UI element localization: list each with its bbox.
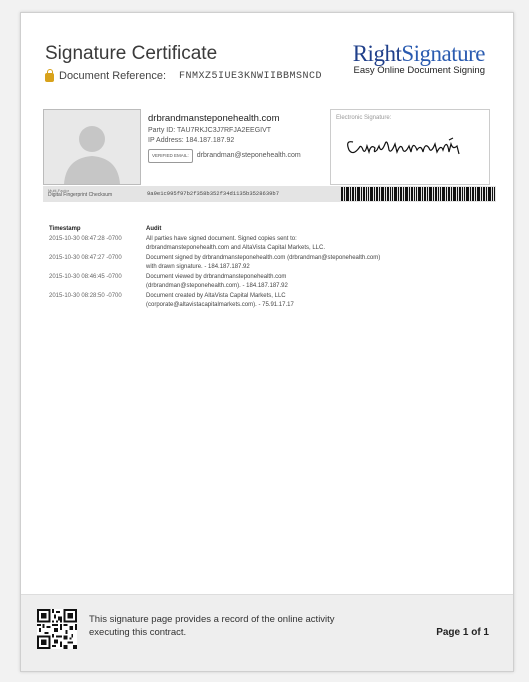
audit-line: with drawn signature. - 184.187.187.92	[146, 263, 250, 270]
qr-code-icon	[37, 609, 77, 649]
brand-name-part2: Signature	[401, 41, 485, 66]
brand-tagline: Easy Online Document Signing	[353, 65, 485, 76]
page-footer	[21, 594, 513, 671]
signer-name: drbrandmansteponehealth.com	[148, 113, 280, 124]
audit-detail	[146, 254, 446, 271]
audit-line: (corporate@altavistacapitalmarkets.com). - 75.91.17.17	[146, 301, 294, 308]
audit-timestamp: 2015-10-30 08:47:28 -0700	[49, 236, 122, 242]
avatar-silhouette-icon	[44, 110, 140, 184]
brand-name-part1: Right	[352, 41, 402, 66]
audit-row	[49, 235, 446, 252]
handwritten-signature	[343, 134, 478, 164]
fingerprint-label	[48, 188, 112, 198]
brand-logo	[353, 41, 485, 76]
document-reference	[45, 70, 322, 82]
certificate-page	[20, 12, 514, 672]
audit-line: Document viewed by drbrandmansteponehealth.com	[146, 274, 287, 280]
audit-trail	[49, 226, 446, 311]
audit-row	[49, 273, 446, 290]
signature-label: Electronic Signature:	[336, 115, 392, 121]
signer-info	[148, 114, 301, 163]
doc-ref-label: Document Reference:	[59, 70, 166, 82]
audit-column-header: Audit	[146, 226, 162, 232]
audit-timestamp: 2015-10-30 08:47:27 -0700	[49, 255, 122, 261]
audit-row	[49, 292, 446, 309]
barcode-icon	[341, 187, 495, 201]
audit-line: All parties have signed document. Signed copies sent to:	[146, 236, 297, 242]
verified-email-badge: VERIFIED EMAIL:	[148, 149, 193, 163]
signature-box	[330, 109, 490, 185]
fingerprint-label-main: Digital Fingerprint Checksum	[48, 192, 113, 198]
page-number: Page 1 of 1	[436, 627, 489, 638]
page-title: Signature Certificate	[45, 43, 218, 64]
audit-detail	[146, 273, 446, 290]
audit-timestamp: 2015-10-30 08:28:50 -0700	[49, 293, 122, 299]
audit-timestamp: 2015-10-30 08:46:45 -0700	[49, 274, 122, 280]
verified-email: drbrandman@steponehealth.com	[196, 152, 301, 159]
audit-row	[49, 254, 446, 271]
timestamp-header: Timestamp	[49, 226, 81, 232]
audit-header	[49, 226, 446, 232]
audit-detail	[146, 292, 446, 309]
verified-email-row	[148, 149, 301, 163]
audit-line: drbrandmansteponehealth.com and AltaVista Capital Markets, LLC.	[146, 244, 325, 251]
fingerprint-hash: 9a9e1c995f97b2f358b352f34d1135b3528639b7	[147, 190, 280, 197]
audit-line: Document signed by drbrandmansteponehealth.com (drbrandman@steponehealth.com)	[146, 255, 381, 261]
ip-address: IP Address: 184.187.187.92	[148, 137, 235, 144]
audit-detail	[146, 235, 446, 252]
doc-ref-value: FNMXZ5IUE3KNWIIBBMSNCD	[179, 70, 323, 82]
signer-photo-placeholder	[43, 109, 141, 185]
party-id: Party ID: TAU7RKJC3J7RFJA2EEGIVT	[148, 127, 272, 134]
fingerprint-band	[43, 186, 496, 202]
audit-line: (drbrandman@steponehealth.com). - 184.187.187.92	[146, 282, 288, 289]
footer-text: This signature page provides a record of the online activity executing this contract.	[89, 614, 335, 638]
fingerprint-label-small: Multi-Factor	[48, 188, 70, 193]
lock-icon	[45, 73, 54, 82]
audit-line: Document created by AltaVista Capital Markets, LLC	[146, 293, 286, 299]
